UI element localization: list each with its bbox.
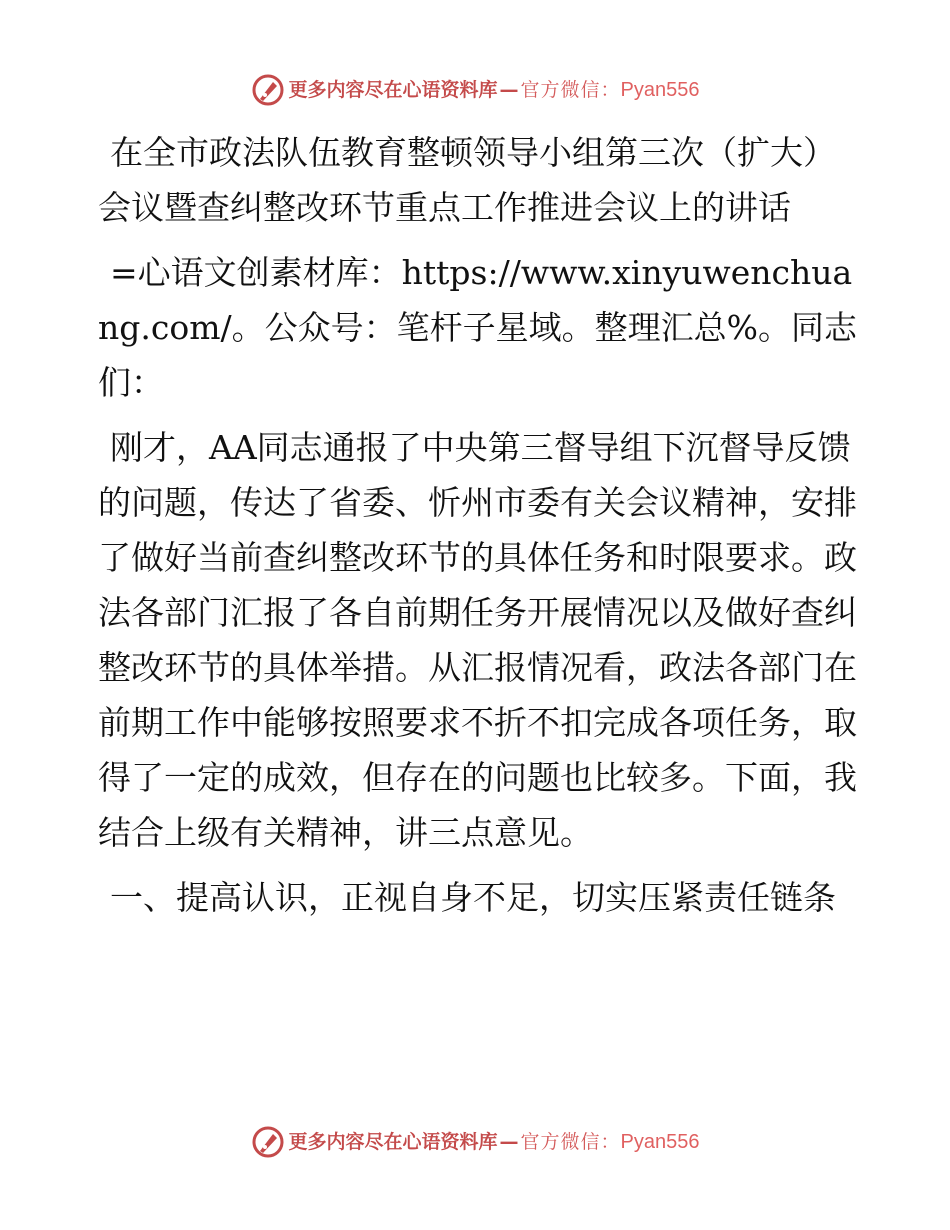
- banner-wechat-label: 官方微信：: [520, 79, 621, 101]
- section-heading: 一、提高认识，正视自身不足，切实压紧责任链条: [110, 878, 836, 917]
- document-body: [98, 125, 858, 925]
- banner-dash: —: [499, 79, 519, 101]
- pen-nib-logo-icon: [251, 73, 285, 107]
- banner-dash: —: [499, 1131, 519, 1153]
- source-note: =心语文创素材库：https://www.xinyuwenchuang.com/。公众号：笔杆子星域。整理汇总%。同志们：: [98, 253, 857, 402]
- banner-main-text: 更多内容尽在心语资料库: [288, 1131, 498, 1153]
- banner-main-text: 更多内容尽在心语资料库: [288, 79, 498, 101]
- footer-banner: [0, 1125, 950, 1159]
- banner-wechat-label: 官方微信：: [520, 1131, 621, 1153]
- document-title: 在全市政法队伍教育整顿领导小组第三次（扩大）会议暨查纠整改环节重点工作推进会议上的讲话: [98, 133, 836, 227]
- pen-nib-logo-icon: [251, 1125, 285, 1159]
- header-banner: [0, 73, 950, 107]
- banner-wechat-id: Pyan556: [620, 1131, 700, 1153]
- body-paragraph: 刚才，AA同志通报了中央第三督导组下沉督导反馈的问题，传达了省委、忻州市委有关会议精神，安排了做好当前查纠整改环节的具体任务和时限要求。政法各部门汇报了各自前期任务开展情况以及做好查纠整改环节的具体举措。从汇报情况看，政法各部门在前期工作中能够按照要求不折不扣完成各项任务，取得了一定的成效，但存在的问题也比较多。下面，我结合上级有关精神，讲三点意见。: [98, 428, 857, 852]
- banner-wechat-id: Pyan556: [620, 79, 700, 101]
